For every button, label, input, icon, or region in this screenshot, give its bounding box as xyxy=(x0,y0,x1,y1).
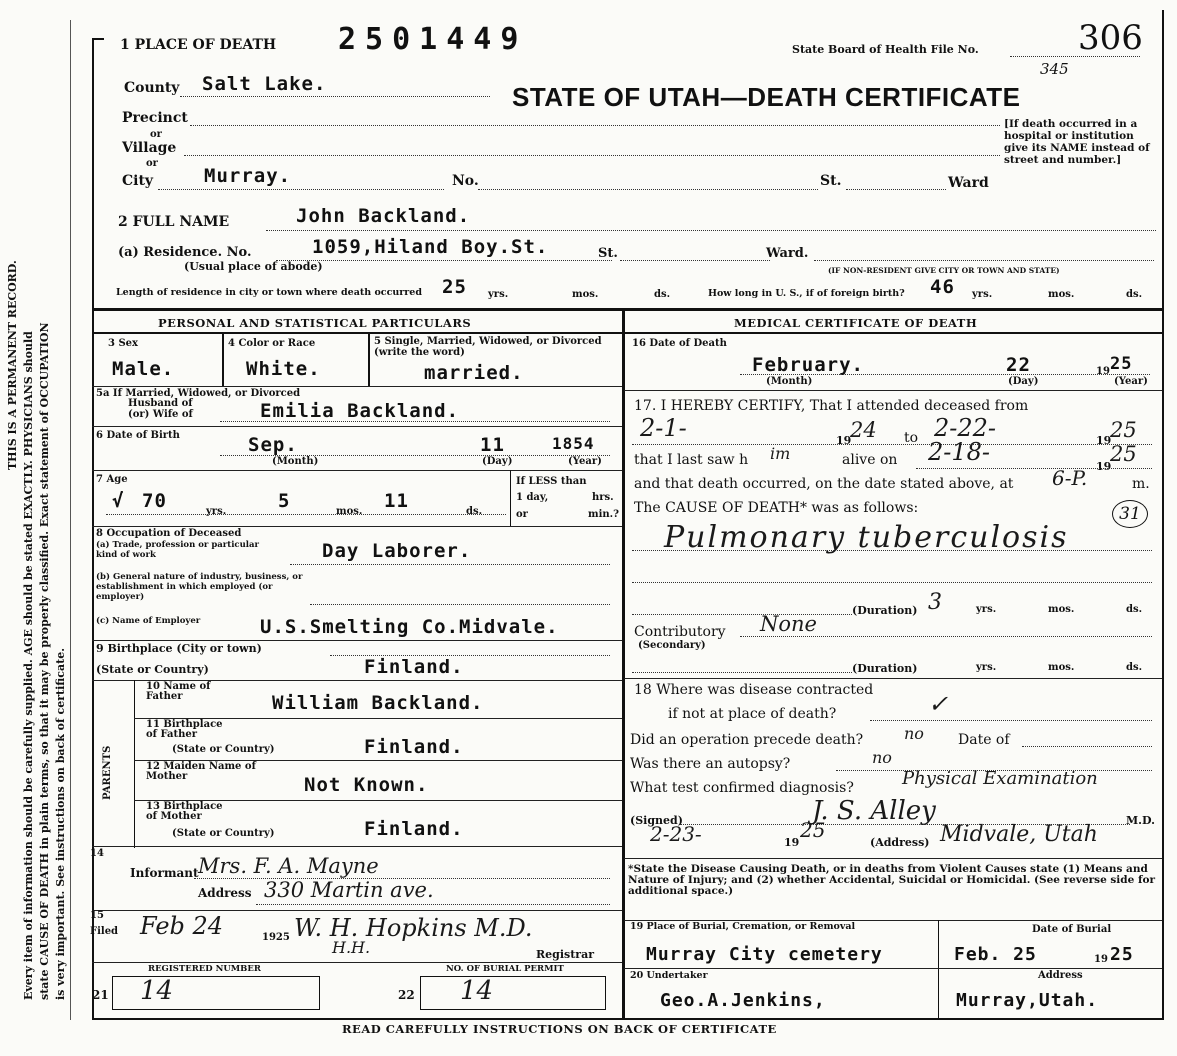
marital-label: 5 Single, Married, Widowed, or Divorced (write the word) xyxy=(374,336,602,358)
less-than-label: If LESS than xyxy=(516,476,587,487)
death-day-label: (Day) xyxy=(1008,376,1039,387)
county-label: County xyxy=(124,80,180,96)
row-rule-1 xyxy=(92,386,622,387)
autopsy-value: no xyxy=(872,748,892,767)
margin-divider xyxy=(70,20,71,1020)
right-rule-1 xyxy=(624,390,1162,391)
attended-line xyxy=(632,444,1152,445)
or-min: or xyxy=(516,509,528,520)
burial-place: Murray City cemetery xyxy=(646,944,883,965)
burial-year: 25 xyxy=(1110,944,1134,965)
duration2-mos: mos. xyxy=(1048,662,1075,673)
residence-value: 1059,Hiland Boy.St. xyxy=(312,236,549,258)
duration-mos: mos. xyxy=(1048,604,1075,615)
duration-label: (Duration) xyxy=(852,604,918,617)
age-mos: 5 xyxy=(278,490,291,512)
contributory-line xyxy=(740,636,1152,637)
footnote: *State the Disease Causing Death, or in deaths from Violent Causes state (1) Means and Nature of Injury; and (2) whether Accidental, Suicidal or Homicidal. (See reverse side for additional space.) xyxy=(628,863,1156,897)
signed-year: 25 xyxy=(800,818,826,842)
dob-label: 6 Date of Birth xyxy=(96,430,180,441)
margin-text-line1: Every item of information should be carefully supplied. AGE should be stated EXACTLY. PHYSICIANS should xyxy=(22,331,35,1000)
right-rule-3 xyxy=(624,858,1162,859)
undertaker-label: 20 Undertaker xyxy=(630,970,708,981)
registered-number: 14 xyxy=(140,976,174,1006)
age-label: 7 Age xyxy=(96,474,128,485)
us-label: How long in U. S., if of foreign birth? xyxy=(708,288,905,299)
certify-text: 17. I HEREBY CERTIFY, That I attended deceased from xyxy=(634,398,1029,414)
item-15: 15 xyxy=(90,910,104,921)
hospital-note: [If death occurred in a hospital or institution give its NAME instead of street and number.] xyxy=(1004,118,1150,166)
to-label: to xyxy=(904,430,919,446)
burial-permit-box xyxy=(420,976,606,1010)
signed-date: 2-23- xyxy=(650,822,702,846)
death-month-label: (Month) xyxy=(766,376,813,387)
death-day: 22 xyxy=(1006,354,1031,376)
father-label: 10 Name of Father xyxy=(146,681,211,702)
to-date: 2-22- xyxy=(934,414,997,442)
occupation-label: 8 Occupation of Deceased xyxy=(96,528,242,539)
row-rule-4 xyxy=(92,526,622,527)
occupation-b: (b) General nature of industry, business, or establishment in which employed (or employer) xyxy=(96,572,303,602)
duration2-ds: ds. xyxy=(1126,662,1143,673)
cause-line-2 xyxy=(632,582,1152,583)
last-saw-date: 2-18- xyxy=(928,438,991,466)
color-value: White. xyxy=(246,358,321,380)
dob-month: Sep. xyxy=(248,434,298,456)
city-value: Murray. xyxy=(204,165,292,187)
date-of-label: Date of xyxy=(958,732,1010,748)
test-label: What test confirmed diagnosis? xyxy=(630,780,854,796)
mother-bp-label: 13 Birthplace of Mother xyxy=(146,801,223,822)
usual-place: (Usual place of abode) xyxy=(184,260,323,273)
st-line xyxy=(846,189,946,190)
filed-label: Filed xyxy=(90,926,119,937)
informant-address-line xyxy=(256,904,610,905)
dob-year-label: (Year) xyxy=(568,456,602,467)
no-line xyxy=(478,189,818,190)
spouse-label-c: (or) Wife of xyxy=(128,409,193,420)
death-date-line xyxy=(740,374,1150,375)
operation-label: Did an operation precede death? xyxy=(630,732,864,748)
spouse-value: Emilia Backland. xyxy=(260,400,460,422)
cause-value: Pulmonary tuberculosis xyxy=(664,520,1069,555)
residence-st-line xyxy=(620,260,770,261)
informant-label: Informant xyxy=(130,866,199,880)
mother-bp-sub: (State or Country) xyxy=(172,828,275,839)
burial-year-prefix: 19 xyxy=(1094,954,1108,965)
last-year-prefix: 19 xyxy=(1096,460,1112,473)
registered-number-label: REGISTERED NUMBER xyxy=(148,964,261,974)
undertaker-value: Geo.A.Jenkins, xyxy=(660,990,826,1011)
duration2-line xyxy=(632,672,852,673)
last-saw-b: alive on xyxy=(842,452,898,468)
age-check: √ xyxy=(112,490,125,512)
length-ds-label: ds. xyxy=(654,289,671,300)
frame-right xyxy=(1162,10,1164,1020)
age-ds-label: ds. xyxy=(466,506,483,517)
village-line xyxy=(184,155,1000,156)
less-than-divider xyxy=(510,470,511,526)
undertaker-address: Murray,Utah. xyxy=(956,990,1099,1011)
duration-line xyxy=(632,614,852,615)
personal-section-title: PERSONAL AND STATISTICAL PARTICULARS xyxy=(158,316,472,330)
occupation-c: (c) Name of Employer xyxy=(96,616,201,626)
duration2-yrs: yrs. xyxy=(976,662,997,673)
autopsy-label: Was there an autopsy? xyxy=(630,756,791,772)
age-mos-label: mos. xyxy=(336,506,363,517)
age-line xyxy=(106,514,506,515)
md-label: M.D. xyxy=(1126,814,1155,827)
father-bp-label: 11 Birthplace of Father xyxy=(146,719,223,740)
informant-value: Mrs. F. A. Mayne xyxy=(198,854,379,878)
full-name-label: 2 FULL NAME xyxy=(118,214,230,230)
registrar-initials: H.H. xyxy=(332,938,371,957)
test-value: Physical Examination xyxy=(902,768,1098,789)
death-date-label: 16 Date of Death xyxy=(632,338,727,349)
dob-day-label: (Day) xyxy=(482,456,513,467)
us-yrs: 46 xyxy=(930,276,955,298)
occupation-line xyxy=(290,564,610,565)
item-14: 14 xyxy=(90,848,104,859)
precinct-label: Precinct xyxy=(122,110,188,126)
precinct-line xyxy=(190,125,1000,126)
length-yrs: 25 xyxy=(442,276,467,298)
ward-label: Ward xyxy=(948,175,989,191)
mother-label: 12 Maiden Name of Mother xyxy=(146,761,256,782)
or-1: or xyxy=(150,129,162,140)
duration2-label: (Duration) xyxy=(852,662,918,675)
occurred-time: 6-P. xyxy=(1052,466,1088,490)
non-resident: (IF NON-RESIDENT GIVE CITY OR TOWN AND STATE) xyxy=(828,266,1060,275)
cause-code xyxy=(1112,500,1148,528)
occupation-value: Day Laborer. xyxy=(322,540,472,562)
footer-instructions: READ CAREFULLY INSTRUCTIONS ON BACK OF CERTIFICATE xyxy=(342,1022,777,1036)
file-no-sub: 345 xyxy=(1040,60,1069,78)
to-year: 25 xyxy=(1110,418,1137,442)
contributory-label: Contributory xyxy=(634,624,726,640)
secondary-label: (Secondary) xyxy=(638,640,706,651)
mother-bp-value: Finland. xyxy=(364,818,464,840)
city-line xyxy=(158,189,444,190)
age-ds: 11 xyxy=(384,490,409,512)
dob-month-label: (Month) xyxy=(272,456,319,467)
duration-ds: ds. xyxy=(1126,604,1143,615)
death-month: February. xyxy=(752,354,864,376)
residence-label: (a) Residence. No. xyxy=(118,245,252,260)
burial-date-label: Date of Burial xyxy=(1032,924,1112,935)
signed-value: J. S. Alley xyxy=(812,796,936,826)
informant-address: 330 Martin ave. xyxy=(264,878,434,902)
margin-text-line0: THIS IS A PERMANENT RECORD. xyxy=(6,260,19,470)
right-rule-2 xyxy=(624,678,1162,679)
informant-address-label: Address xyxy=(198,886,252,900)
stamp-number: 2501449 xyxy=(338,22,528,57)
signed-address: Midvale, Utah xyxy=(940,822,1098,847)
from-year-prefix: 19 xyxy=(836,434,852,447)
cause-line-1 xyxy=(632,550,1152,551)
footer-rule xyxy=(92,1018,1164,1020)
birthplace-value: Finland. xyxy=(364,656,464,678)
q18a: 18 Where was disease contracted xyxy=(634,682,874,698)
duration-yrs: yrs. xyxy=(976,604,997,615)
last-saw-a: that I last saw h xyxy=(634,452,749,468)
parents-divider xyxy=(134,680,135,848)
us-yrs-label: yrs. xyxy=(972,289,993,300)
medical-section-title: MEDICAL CERTIFICATE OF DEATH xyxy=(734,316,978,330)
frame-top-rule xyxy=(92,38,104,40)
county-value: Salt Lake. xyxy=(202,73,327,95)
full-name-line xyxy=(266,230,1156,231)
father-bp-value: Finland. xyxy=(364,736,464,758)
file-no: 306 xyxy=(1078,18,1143,58)
duration-value: 3 xyxy=(928,590,942,615)
filed-year: 1925 xyxy=(262,932,290,943)
last-saw-him: im xyxy=(770,444,791,463)
age-yrs: 70 xyxy=(142,490,167,512)
hrs-label: hrs. xyxy=(592,492,614,503)
sex-col-divider xyxy=(222,332,224,387)
residence-st: St. xyxy=(598,246,618,261)
from-year: 24 xyxy=(850,418,877,442)
color-col-divider xyxy=(368,332,370,387)
no-label: No. xyxy=(452,173,479,189)
burial-date: Feb. 25 xyxy=(954,944,1037,965)
residence-ward: Ward. xyxy=(766,246,809,261)
length-yrs-label: yrs. xyxy=(488,289,509,300)
one-day: 1 day, xyxy=(516,492,549,503)
signed-year-prefix: 19 xyxy=(784,836,800,849)
row-rule-2 xyxy=(92,426,622,427)
place-of-death-label: 1 PLACE OF DEATH xyxy=(120,37,277,53)
st-label: St. xyxy=(820,173,842,189)
death-year: 25 xyxy=(1110,354,1133,374)
burial-divider xyxy=(938,920,939,1020)
contributory-value: None xyxy=(760,612,817,636)
section-title-rule xyxy=(92,332,1164,334)
occurred-m: m. xyxy=(1132,476,1150,492)
employer-value: U.S.Smelting Co.Midvale. xyxy=(260,616,559,638)
mother-value: Not Known. xyxy=(304,774,429,796)
village-label: Village xyxy=(122,140,177,156)
dob-year: 1854 xyxy=(552,434,595,453)
min-label: min.? xyxy=(588,509,619,520)
file-no-label: State Board of Health File No. xyxy=(792,43,979,56)
operation-value: no xyxy=(904,724,924,743)
length-mos-label: mos. xyxy=(572,289,599,300)
burial-permit-number: 14 xyxy=(460,976,494,1006)
color-label: 4 Color or Race xyxy=(228,338,316,349)
sex-label: 3 Sex xyxy=(108,338,138,349)
full-name-value: John Backland. xyxy=(296,205,471,227)
death-year-label: (Year) xyxy=(1114,376,1148,387)
signed-label: (Signed) xyxy=(630,814,683,827)
row-rule-10 xyxy=(92,846,622,847)
length-label: Length of residence in city or town where death occurred xyxy=(116,287,422,298)
filed-value: Feb 24 xyxy=(140,912,224,940)
birthplace-label: 9 Birthplace (City or town) xyxy=(96,642,262,655)
column-divider xyxy=(622,308,625,1018)
residence-ward-line xyxy=(814,260,1154,261)
row-rule-12 xyxy=(92,962,622,963)
signed-address-label: (Address) xyxy=(870,836,930,849)
row-rule-3 xyxy=(92,470,622,471)
burial-label: 19 Place of Burial, Cremation, or Removal xyxy=(630,921,856,932)
section-rule-top xyxy=(92,308,1164,311)
occupation-a: (a) Trade, profession or particular kind of work xyxy=(96,540,259,560)
certificate-title: STATE OF UTAH—DEATH CERTIFICATE xyxy=(512,82,1021,112)
father-bp-sub: (State or Country) xyxy=(172,744,275,755)
spouse-label-b: Husband of xyxy=(128,398,193,409)
father-value: William Backland. xyxy=(272,692,484,714)
marital-value: married. xyxy=(424,362,524,384)
dob-day: 11 xyxy=(480,434,505,456)
occupation-b-line xyxy=(310,604,610,605)
us-mos-label: mos. xyxy=(1048,289,1075,300)
operation-line xyxy=(1022,746,1152,747)
last-saw-line xyxy=(916,468,1152,469)
last-year: 25 xyxy=(1110,442,1137,466)
registrar-signature: W. H. Hopkins M.D. xyxy=(294,914,533,942)
city-label: City xyxy=(122,173,154,189)
sex-value: Male. xyxy=(112,358,175,380)
cause-code-text: 31 xyxy=(1119,504,1141,524)
spouse-label-a: 5a If Married, Widowed, or Divorced xyxy=(96,388,301,399)
county-line xyxy=(180,96,490,97)
from-date: 2-1- xyxy=(640,414,687,442)
q18b: if not at place of death? xyxy=(668,706,837,722)
occurred-text: and that death occurred, on the date stated above, at xyxy=(634,476,1014,492)
margin-text-line3: is very important. See instructions on back of certificate. xyxy=(54,647,67,1000)
age-yrs-label: yrs. xyxy=(206,506,227,517)
registrar-label: Registrar xyxy=(536,948,595,961)
item-21: 21 xyxy=(92,988,109,1002)
residence-line xyxy=(276,260,612,261)
frame-left xyxy=(92,38,94,1018)
cause-label: The CAUSE OF DEATH* was as follows: xyxy=(634,500,919,516)
margin-text-line2: state CAUSE OF DEATH in plain terms, so that it may be properly classified. Exact statement of OCCUPATION xyxy=(38,322,51,1000)
burial-permit-label: NO. OF BURIAL PERMIT xyxy=(446,964,564,974)
us-ds-label: ds. xyxy=(1126,289,1143,300)
row-rule-11 xyxy=(92,910,622,911)
q18-line xyxy=(870,720,1152,721)
undertaker-address-label: Address xyxy=(1038,970,1083,981)
or-2: or xyxy=(146,158,158,169)
right-rule-5 xyxy=(624,968,1162,969)
death-year-prefix: 19 xyxy=(1096,366,1110,377)
row-rule-5 xyxy=(92,640,622,641)
to-year-prefix: 19 xyxy=(1096,434,1112,447)
spouse-line xyxy=(220,421,610,422)
q18-answer: ✓ xyxy=(928,690,949,718)
item-22: 22 xyxy=(398,988,415,1002)
birthplace-state-country: (State or Country) xyxy=(96,663,209,676)
parents-side-label: PARENTS xyxy=(102,745,113,800)
